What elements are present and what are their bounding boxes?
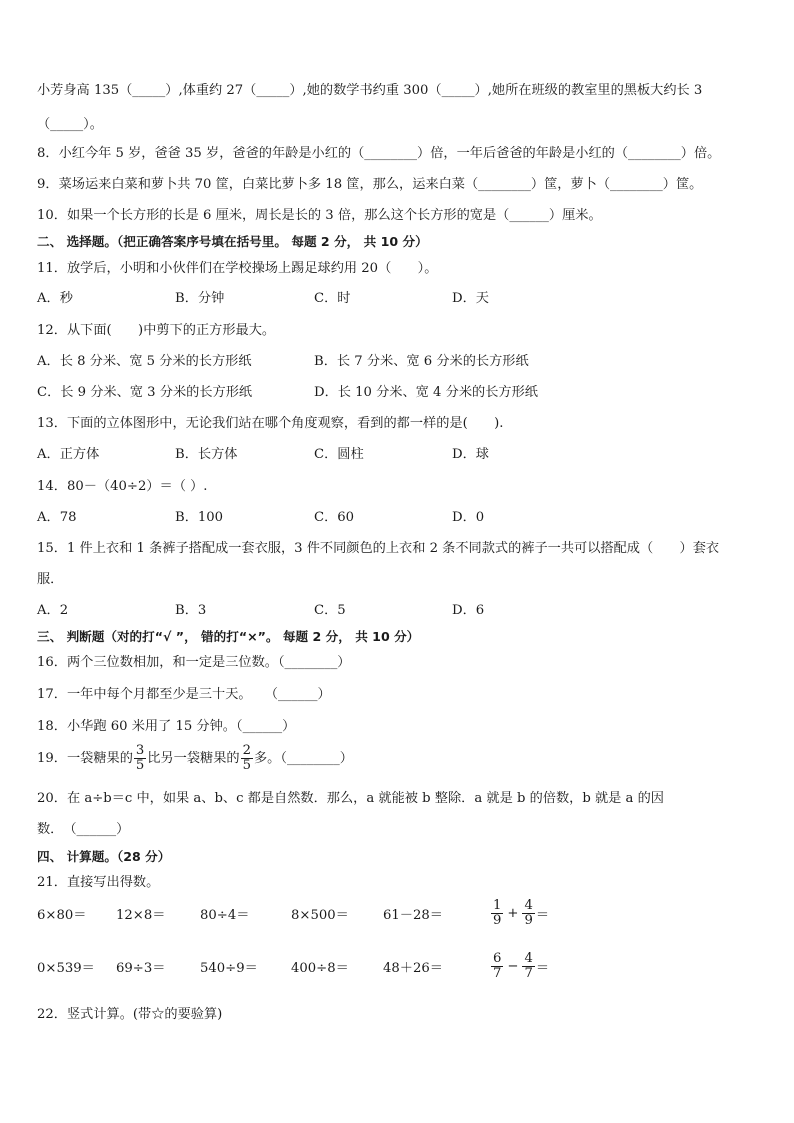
q12-stem: 12．从下面( )中剪下的正方形最大。 [37, 323, 276, 338]
calc-item: 61－28＝ [383, 908, 443, 923]
q19-f1-denominator: 5 [135, 758, 145, 773]
question-22: 22．竖式计算。(带☆的要验算) [37, 1007, 223, 1022]
q19-text-pre: 19．一袋糖果的 [37, 750, 133, 766]
numerator: 4 [524, 898, 533, 913]
q20-line-2: 数． （______） [37, 822, 130, 837]
question-18: 18．小华跑 60 米用了 15 分钟。（______） [37, 719, 296, 734]
q14-option-b: B．100 [175, 510, 224, 525]
q21-stem: 21．直接写出得数。 [37, 875, 160, 890]
q20-line-1: 20．在 a÷b＝c 中，如果 a、b、c 都是自然数．那么，a 就能被 b 整除．a 就是 b 的倍数，b 就是 a 的因 [37, 791, 664, 806]
question-17: 17．一年中每个月都至少是三十天。 （______） [37, 687, 331, 702]
fraction [522, 899, 534, 928]
calc-item: 400÷8＝ [291, 961, 349, 976]
q11-option-a: A．秒 [37, 291, 73, 306]
calc-item: 80÷4＝ [200, 908, 250, 923]
q15-option-c: C．5 [314, 603, 346, 618]
q13-option-d: D．球 [452, 447, 489, 462]
operator: + [507, 906, 519, 921]
calc-fraction-expression [490, 899, 549, 928]
numerator: 4 [524, 951, 533, 966]
equals-sign: ＝ [535, 908, 550, 923]
q13-stem: 13．下面的立体图形中，无论我们站在哪个角度观察，看到的都一样的是( ). [37, 416, 504, 431]
calc-item: 0×539＝ [37, 961, 95, 976]
question-9: 9．菜场运来白菜和萝卜共 70 筐，白菜比萝卜多 18 筐，那么，运来白菜（________）筐，萝卜（________）筐。 [37, 177, 703, 192]
q15-option-d: D．6 [452, 603, 485, 618]
q15-option-b: B．3 [175, 603, 207, 618]
section-4-heading: 四、 计算题。（28 分） [37, 849, 171, 864]
q12-option-c: C．长 9 分米、宽 3 分米的长方形纸 [37, 385, 253, 400]
calc-item: 8×500＝ [291, 908, 349, 923]
q13-option-b: B．长方体 [175, 447, 238, 462]
q14-option-c: C．60 [314, 510, 355, 525]
calc-item: 69÷3＝ [116, 961, 166, 976]
q14-stem: 14．80－（40÷2）＝（ ）. [37, 479, 208, 494]
q19-f2-denominator: 5 [242, 758, 251, 773]
q15-line-2: 服． [37, 572, 64, 587]
equals-sign: ＝ [535, 961, 550, 976]
denominator: 9 [493, 913, 502, 928]
q19-f2-numerator: 2 [242, 743, 251, 758]
q11-stem: 11．放学后，小明和小伙伴们在学校操场上踢足球约用 20（ ）。 [37, 261, 438, 276]
q15-option-a: A．2 [37, 603, 69, 618]
q13-option-a: A．正方体 [37, 447, 100, 462]
operator: − [507, 959, 519, 974]
q14-option-a: A．78 [37, 510, 77, 525]
q11-option-d: D．天 [452, 291, 489, 306]
calc-item: 540÷9＝ [200, 961, 258, 976]
denominator: 9 [524, 913, 533, 928]
q19-f1-numerator: 3 [135, 743, 145, 758]
q19-fraction-2 [241, 744, 253, 773]
question-8: 8．小红今年 5 岁，爸爸 35 岁，爸爸的年龄是小红的（________）倍，一年后爸爸的年龄是小红的（________）倍。 [37, 146, 721, 161]
q12-option-b: B．长 7 分米、宽 6 分米的长方形纸 [314, 354, 529, 369]
fraction [491, 899, 503, 928]
q12-option-d: D．长 10 分米、宽 4 分米的长方形纸 [314, 385, 538, 400]
question-19 [37, 744, 353, 773]
q19-fraction-1 [134, 744, 146, 773]
fraction [491, 952, 503, 981]
question-10: 10．如果一个长方形的长是 6 厘米，周长是长的 3 倍，那么这个长方形的宽是（______）厘米。 [37, 208, 602, 223]
calc-item: 48＋26＝ [383, 961, 443, 976]
q11-option-b: B．分钟 [175, 291, 225, 306]
q7-line-2: （_____）。 [37, 117, 103, 132]
q12-option-a: A．长 8 分米、宽 5 分米的长方形纸 [37, 354, 252, 369]
denominator: 7 [493, 966, 502, 981]
q7-line-1: 小芳身高 135（_____）,体重约 27（_____）,她的数学书约重 300（_____）,她所在班级的教室里的黑板大约长 3 [37, 83, 703, 98]
q13-option-c: C．圆柱 [314, 447, 364, 462]
section-2-heading: 二、 选择题。（把正确答案序号填在括号里。 每题 2 分， 共 10 分） [37, 234, 428, 249]
q14-option-d: D．0 [452, 510, 485, 525]
numerator: 1 [493, 898, 502, 913]
section-3-heading: 三、 判断题（对的打“√ ”， 错的打“×”。 每题 2 分， 共 10 分） [37, 629, 420, 644]
q15-line-1: 15．1 件上衣和 1 条裤子搭配成一套衣服，3 件不同颜色的上衣和 2 条不同款式的裤子一共可以搭配成（ ）套衣 [37, 541, 720, 556]
calc-item: 12×8＝ [116, 908, 166, 923]
q19-text-post: 多。（________） [254, 750, 353, 766]
q11-option-c: C．时 [314, 291, 351, 306]
calc-fraction-expression [490, 952, 549, 981]
question-16: 16．两个三位数相加，和一定是三位数。（________） [37, 655, 351, 670]
numerator: 6 [493, 951, 502, 966]
q19-text-mid: 比另一袋糖果的 [147, 750, 240, 766]
calc-item: 6×80＝ [37, 908, 87, 923]
fraction [522, 952, 534, 981]
denominator: 7 [524, 966, 533, 981]
